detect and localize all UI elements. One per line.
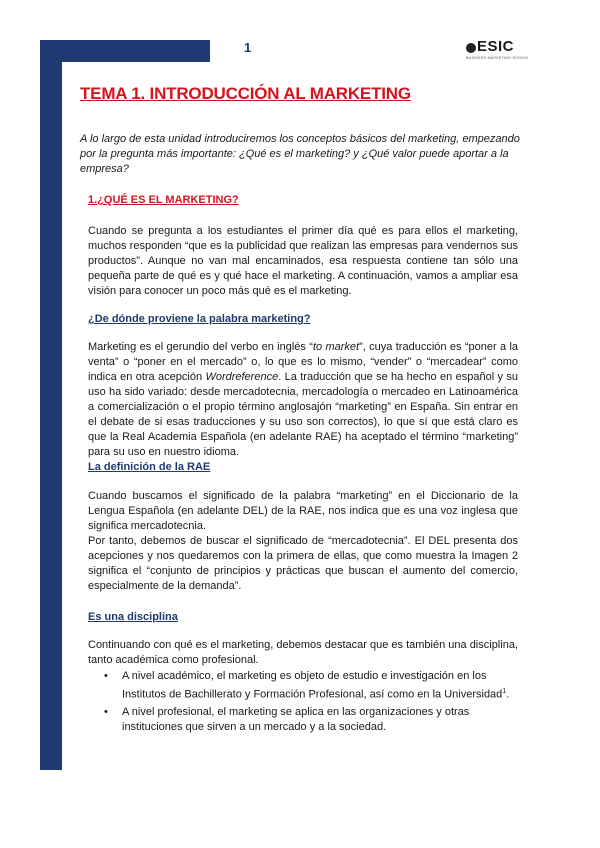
bullet-end: . (506, 688, 510, 701)
logo-subtitle: BUSINESS·MARKETING·SCHOOL (466, 56, 530, 60)
subheading-definicion-rae: La definición de la RAE (88, 461, 211, 473)
subheading-origen-palabra: ¿De dónde proviene la palabra marketing? (88, 313, 311, 325)
esic-logo (466, 40, 530, 64)
decorative-top-bar (40, 40, 210, 62)
origin-paragraph (88, 340, 518, 460)
origin-text-start: Marketing es el gerundio del verbo en inglés “ (88, 341, 313, 353)
origin-text-end: . La traducción que se ha hecho en español y su uso ha sido variado: desde mercadotecnia, mercadología o mercadeo en Latinoamérica a comercialización o el propio término anglosajón “marketing” en España. Sin entrar en el debate de si esas traducciones y su uso son correctos), lo que sí que está claro es que la Real Academia Española (en adelante RAE) ha aceptado el término “marketing” para su uso en nuestro idioma. (88, 371, 518, 458)
bullet-icon: • (104, 705, 108, 718)
rae-paragraph-1: Cuando buscamos el significado de la palabra “marketing” en el Diccionario de la Lengua Española (en adelante DEL) de la RAE, nos indica que es una voz inglesa que significa mercadotecnia. (88, 490, 518, 532)
subheading-disciplina: Es una disciplina (88, 611, 178, 623)
page-title: TEMA 1. INTRODUCCIÓN AL MARKETING (80, 84, 411, 103)
logo-circle-icon (466, 43, 476, 53)
discipline-bullet-list (104, 669, 518, 737)
bullet-text: A nivel profesional, el marketing se aplica en las organizaciones y otras instituciones que sirven a un mercado y a la sociedad. (122, 705, 470, 733)
page-number: 1 (244, 40, 252, 55)
origin-em-to-market: to market (312, 341, 360, 353)
bullet-icon: • (104, 670, 108, 682)
section-heading-que-es-marketing: 1.¿QUÉ ES EL MARKETING? (88, 194, 239, 206)
section1-paragraph: Cuando se pregunta a los estudiantes el primer día qué es para ellos el marketing, muchos responden “que es la publicidad que realizan las empresas para vendernos sus productos”. Aunque no van mal encaminados, esa respuesta contiene tan sólo una pequeña parte de qué es y qué hace el marketing. A continuación, vamos a ampliar esa visión para conocer un poco más qué es el marketing. (88, 225, 518, 297)
origin-text-mid: ”, cuya traducción es “poner a la venta” o “poner en el mercado” o, lo que es lo mismo, “vender” o “mercadear” como indica en otra acepción (88, 341, 518, 383)
discipline-paragraph: Continuando con qué es el marketing, debemos destacar que es también una disciplina, tanto académica como profesional. (88, 639, 518, 666)
rae-paragraph-2: Por tanto, debemos de buscar el significado de “mercadotecnia”. El DEL presenta dos acepciones y nos quedaremos con la primera de ellas, que como muestra la Imagen 2 significa el “conjunto de principios y prácticas que buscan el aumento del comercio, especialmente de la demanda”. (88, 535, 518, 592)
origin-em-wordreference: Wordreference (205, 371, 279, 383)
intro-paragraph: A lo largo de esta unidad introduciremos los conceptos básicos del marketing, empezando por la pregunta más importante: ¿Qué es el marketing? y ¿Qué valor puede aportar a la empresa? (80, 133, 520, 175)
footnote-ref[interactable]: 1 (502, 688, 507, 695)
list-item (104, 669, 518, 703)
list-item (104, 705, 518, 735)
decorative-side-bar (40, 40, 62, 770)
bullet-text: A nivel académico, el marketing es objeto de estudio e investigación en los Institutos de Bachillerato y Formación Profesional, así como en la Universidad (122, 670, 503, 701)
logo-text: ESIC (477, 38, 515, 55)
